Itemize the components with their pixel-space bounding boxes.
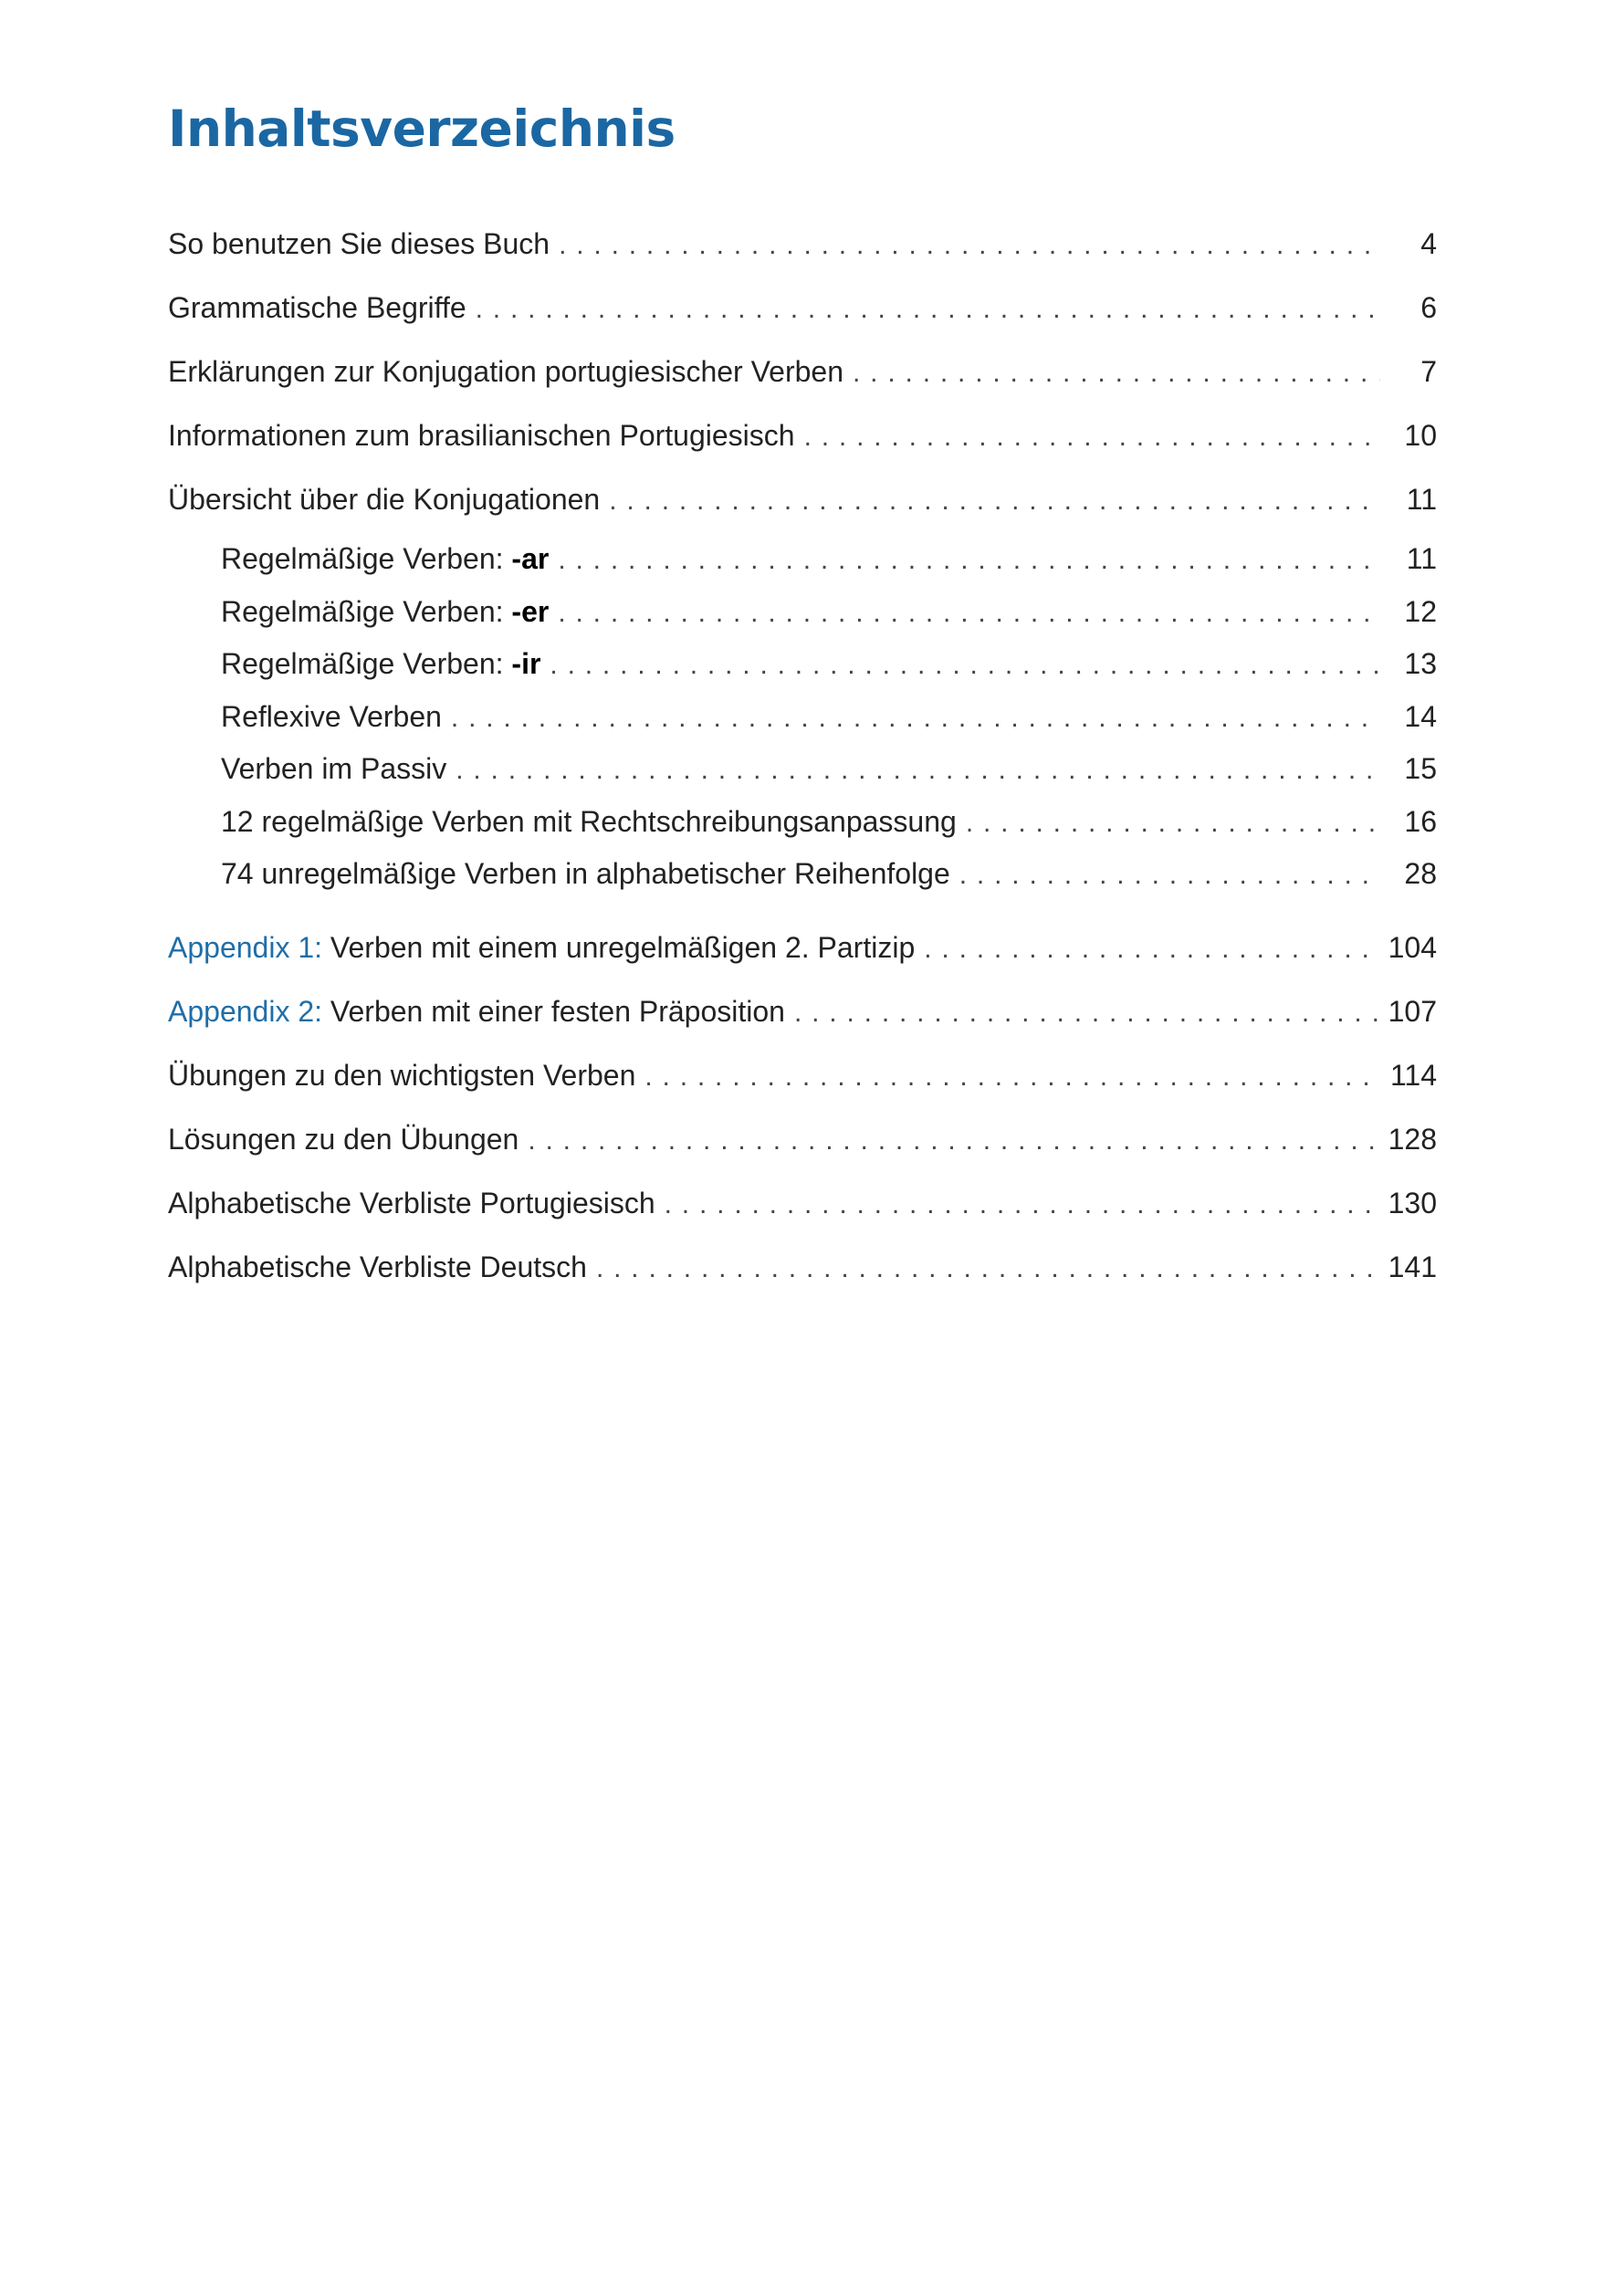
toc-subentry[interactable]: [168, 743, 1437, 796]
toc-entry-label: Grammatische Begriffe: [168, 276, 476, 340]
toc-subentry-page: 11: [1380, 533, 1437, 586]
toc-appendix-page: 104: [1380, 916, 1437, 979]
toc-entry[interactable]: [168, 1107, 1437, 1171]
toc-appendix-page: 107: [1380, 979, 1437, 1043]
toc-subentry-text: Regelmäßige Verben:: [221, 542, 512, 575]
toc-entry-page: 128: [1380, 1107, 1437, 1171]
dot-leader: [794, 981, 1380, 1043]
toc-entry-page: 141: [1380, 1235, 1437, 1299]
toc-appendix-label: [168, 979, 794, 1043]
toc-subentry-page: 14: [1380, 691, 1437, 744]
verb-ending: -ar: [511, 542, 550, 575]
toc-subentry-page: 15: [1380, 743, 1437, 796]
toc-entry-page: 114: [1380, 1043, 1437, 1107]
toc-entry-label: Übersicht über die Konjugationen: [168, 467, 609, 531]
toc-subentry-text: Regelmäßige Verben:: [221, 647, 512, 680]
table-of-contents: [168, 212, 1437, 1299]
dot-leader: [451, 692, 1380, 744]
toc-entry-label: Alphabetische Verbliste Deutsch: [168, 1235, 596, 1299]
toc-subentry[interactable]: [168, 796, 1437, 849]
toc-subentry-label: [221, 586, 558, 639]
toc-subentry[interactable]: [168, 691, 1437, 744]
toc-entry-page: 4: [1380, 212, 1437, 276]
toc-entry[interactable]: [168, 467, 1437, 531]
toc-entry-label: Erklärungen zur Konjugation portugiesischer Verben: [168, 340, 853, 403]
appendix-title: Verben mit einer festen Präposition: [322, 994, 785, 1028]
dot-leader: [853, 341, 1380, 403]
toc-entry-label: So benutzen Sie dieses Buch: [168, 212, 559, 276]
toc-entry[interactable]: [168, 403, 1437, 467]
appendix-prefix: Appendix 2:: [168, 994, 323, 1028]
dot-leader: [609, 469, 1380, 531]
toc-appendix-entry[interactable]: [168, 979, 1437, 1043]
dot-leader: [966, 797, 1380, 849]
toc-subentry-text: Regelmäßige Verben:: [221, 594, 512, 628]
toc-entry[interactable]: [168, 1235, 1437, 1299]
toc-subentry[interactable]: [168, 586, 1437, 639]
dot-leader: [559, 214, 1380, 276]
toc-appendix-entry[interactable]: [168, 916, 1437, 979]
appendix-title: Verben mit einem unregelmäßigen 2. Partizip: [322, 930, 916, 964]
toc-entry[interactable]: [168, 212, 1437, 276]
toc-subentry-page: 28: [1380, 848, 1437, 901]
toc-subentry-label: 12 regelmäßige Verben mit Rechtschreibungsanpassung: [221, 796, 966, 849]
toc-entry-label: Lösungen zu den Übungen: [168, 1107, 528, 1171]
toc-entry-page: 130: [1380, 1171, 1437, 1235]
toc-subentry-page: 13: [1380, 638, 1437, 691]
toc-subentry[interactable]: [168, 848, 1437, 901]
dot-leader: [644, 1045, 1380, 1107]
dot-leader: [476, 277, 1380, 340]
dot-leader: [596, 1237, 1380, 1299]
toc-entry-page: 10: [1380, 403, 1437, 467]
toc-subentry-label: 74 unregelmäßige Verben in alphabetischer Reihenfolge: [221, 848, 959, 901]
toc-entry-label: Übungen zu den wichtigsten Verben: [168, 1043, 644, 1107]
toc-entry-page: 7: [1380, 340, 1437, 403]
toc-subentry[interactable]: [168, 533, 1437, 586]
toc-subentry-label: Reflexive Verben: [221, 691, 451, 744]
dot-leader: [550, 639, 1380, 691]
toc-subentry-page: 12: [1380, 586, 1437, 639]
dot-leader: [528, 1109, 1380, 1171]
toc-subentry-label: Verben im Passiv: [221, 743, 456, 796]
toc-entry-page: 11: [1380, 467, 1437, 531]
verb-ending: -er: [511, 594, 550, 628]
toc-subentry-label: [221, 638, 550, 691]
dot-leader: [665, 1173, 1380, 1235]
toc-subentry[interactable]: [168, 638, 1437, 691]
dot-leader: [804, 405, 1380, 467]
toc-subentry-page: 16: [1380, 796, 1437, 849]
dot-leader: [558, 587, 1380, 639]
toc-appendix-label: [168, 916, 924, 979]
verb-ending: -ir: [511, 647, 541, 680]
toc-entry[interactable]: [168, 1043, 1437, 1107]
toc-entry-label: Informationen zum brasilianischen Portugiesisch: [168, 403, 804, 467]
page-title: Inhaltsverzeichnis: [168, 99, 676, 158]
toc-entry-page: 6: [1380, 276, 1437, 340]
dot-leader: [558, 534, 1380, 586]
dot-leader: [959, 849, 1380, 901]
toc-entry[interactable]: [168, 276, 1437, 340]
dot-leader: [924, 917, 1380, 979]
toc-subentry-label: [221, 533, 558, 586]
dot-leader: [456, 744, 1380, 796]
toc-entry[interactable]: [168, 340, 1437, 403]
toc-entry[interactable]: [168, 1171, 1437, 1235]
appendix-prefix: Appendix 1:: [168, 930, 323, 964]
toc-entry-label: Alphabetische Verbliste Portugiesisch: [168, 1171, 665, 1235]
